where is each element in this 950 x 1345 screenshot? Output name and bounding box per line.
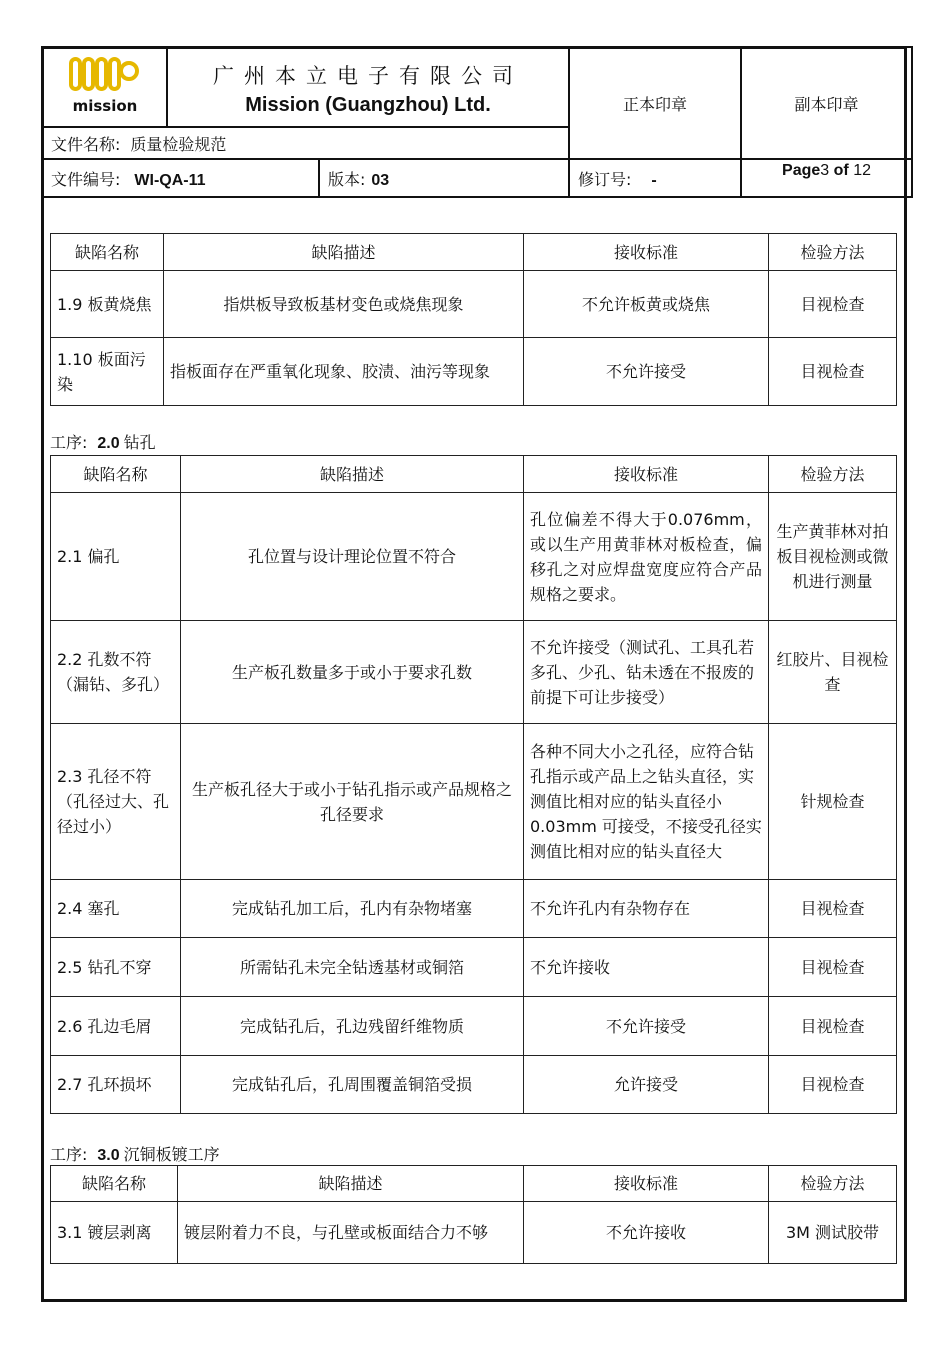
defect-desc: 孔位置与设计理论位置不符合 [181, 493, 524, 621]
defect-desc: 指板面存在严重氧化现象、胶渍、油污等现象 [164, 338, 524, 406]
defects-table-drilling [50, 455, 897, 1114]
copy-stamp-box [741, 47, 912, 159]
col-header-name: 缺陷名称 [51, 456, 181, 493]
accept-std: 孔位偏差不得大于0.076mm，或以生产用黄菲林对板检查，偏移孔之对应焊盘宽度应符合产品规格之要求。 [524, 493, 769, 621]
accept-std: 各种不同大小之孔径，应符合钻孔指示或产品上之钻头直径，实测值比相对应的钻头直径小 0.03mm 可接受，不接受孔径实测值比相对应的钻头直径大 [524, 724, 769, 880]
table-row [51, 880, 897, 938]
logo-cell [42, 47, 167, 127]
revision-label: 修订号: [578, 169, 632, 189]
company-name-cell [167, 47, 569, 127]
version-cell [319, 159, 569, 197]
col-header-std: 接收标准 [524, 234, 769, 271]
col-header-desc: 缺陷描述 [178, 1166, 524, 1202]
table-row [51, 271, 897, 338]
defect-desc: 指烘板导致板基材变色或烧焦现象 [164, 271, 524, 338]
step-title: 钻孔 [123, 433, 156, 452]
defects-table-baking [50, 233, 897, 406]
col-header-name: 缺陷名称 [51, 234, 164, 271]
table-row [51, 938, 897, 997]
company-name-en: Mission (Guangzhou) Ltd. [245, 93, 491, 116]
original-stamp-box [569, 47, 741, 159]
table-row [51, 621, 897, 724]
inspect-method: 目视检查 [769, 938, 897, 997]
step-title: 沉铜板镀工序 [123, 1145, 220, 1164]
doc-name-cell [42, 127, 569, 159]
accept-std: 不允许接受 [524, 338, 769, 406]
inspect-method: 目视检查 [769, 338, 897, 406]
col-header-method: 检验方法 [769, 456, 897, 493]
page-total: 12 [853, 162, 871, 179]
accept-std: 不允许板黄或烧焦 [524, 271, 769, 338]
page-of: of [833, 162, 849, 179]
accept-std: 不允许孔内有杂物存在 [524, 880, 769, 938]
col-header-name: 缺陷名称 [51, 1166, 178, 1202]
table-row [51, 997, 897, 1056]
table-row [51, 493, 897, 621]
inspect-method: 目视检查 [769, 997, 897, 1056]
col-header-std: 接收标准 [524, 456, 769, 493]
doc-no-cell [42, 159, 319, 197]
table-row [51, 1202, 897, 1264]
defects-table-plating [50, 1165, 897, 1264]
version: 03 [371, 171, 390, 189]
step-code: 2.0 [97, 435, 120, 452]
col-header-std: 接收标准 [524, 1166, 769, 1202]
col-header-desc: 缺陷描述 [164, 234, 524, 271]
defect-name: 2.3 孔径不符（孔径过大、孔径过小） [51, 724, 181, 880]
inspect-method: 生产黄菲林对拍板目视检测或微机进行测量 [769, 493, 897, 621]
accept-std: 允许接受 [524, 1056, 769, 1114]
defect-name: 2.6 孔边毛屑 [51, 997, 181, 1056]
defect-desc: 生产板孔径大于或小于钻孔指示或产品规格之孔径要求 [181, 724, 524, 880]
company-name-cn: 广州本立电子有限公司 [213, 63, 523, 88]
doc-no-label: 文件编号: [51, 169, 121, 189]
defect-name: 3.1 镀层剥离 [51, 1202, 178, 1264]
defect-name: 2.1 偏孔 [51, 493, 181, 621]
accept-std: 不允许接受 [524, 997, 769, 1056]
document-header [41, 46, 913, 198]
col-header-method: 检验方法 [769, 234, 897, 271]
inspect-method: 目视检查 [769, 1056, 897, 1114]
step-heading-drilling [50, 430, 156, 453]
mission-logo [65, 53, 145, 117]
revision: - [651, 171, 657, 189]
defect-name: 1.10 板面污染 [51, 338, 164, 406]
step-label: 工序: [50, 1145, 88, 1164]
inspect-method: 目视检查 [769, 880, 897, 938]
inspect-method: 目视检查 [769, 271, 897, 338]
doc-name: 质量检验规范 [130, 134, 227, 154]
table-row [51, 1056, 897, 1114]
step-code: 3.0 [97, 1147, 120, 1164]
col-header-desc: 缺陷描述 [181, 456, 524, 493]
table-row [51, 724, 897, 880]
defect-desc: 镀层附着力不良，与孔壁或板面结合力不够 [178, 1202, 524, 1264]
defect-name: 2.5 钻孔不穿 [51, 938, 181, 997]
step-label: 工序: [50, 433, 88, 452]
defect-desc: 完成钻孔后，孔周围覆盖铜箔受损 [181, 1056, 524, 1114]
defect-name: 1.9 板黄烧焦 [51, 271, 164, 338]
original-stamp-label: 正本印章 [622, 95, 687, 114]
accept-std: 不允许接收 [524, 938, 769, 997]
logo-text: mission [72, 97, 137, 115]
defect-desc: 所需钻孔未完全钻透基材或铜箔 [181, 938, 524, 997]
doc-name-label: 文件名称: [51, 134, 121, 154]
doc-no: WI-QA-11 [134, 171, 206, 189]
defect-name: 2.7 孔环损坏 [51, 1056, 181, 1114]
page-word: Page [782, 162, 821, 179]
defect-name: 2.4 塞孔 [51, 880, 181, 938]
page-number: 3 [820, 162, 830, 179]
defect-desc: 生产板孔数量多于或小于要求孔数 [181, 621, 524, 724]
revision-cell [569, 159, 741, 197]
inspect-method: 红胶片、目视检查 [769, 621, 897, 724]
page-number-cell [741, 159, 912, 197]
defect-name: 2.2 孔数不符（漏钻、多孔） [51, 621, 181, 724]
inspect-method: 3M 测试胶带 [769, 1202, 897, 1264]
accept-std: 不允许接受（测试孔、工具孔若多孔、少孔、钻未透在不报废的前提下可让步接受） [524, 621, 769, 724]
version-label: 版本: [328, 169, 366, 189]
col-header-method: 检验方法 [769, 1166, 897, 1202]
inspect-method: 针规检查 [769, 724, 897, 880]
defect-desc: 完成钻孔后，孔边残留纤维物质 [181, 997, 524, 1056]
step-heading-plating [50, 1142, 220, 1165]
defect-desc: 完成钻孔加工后，孔内有杂物堵塞 [181, 880, 524, 938]
table-row [51, 338, 897, 406]
copy-stamp-label: 副本印章 [794, 95, 859, 114]
accept-std: 不允许接收 [524, 1202, 769, 1264]
